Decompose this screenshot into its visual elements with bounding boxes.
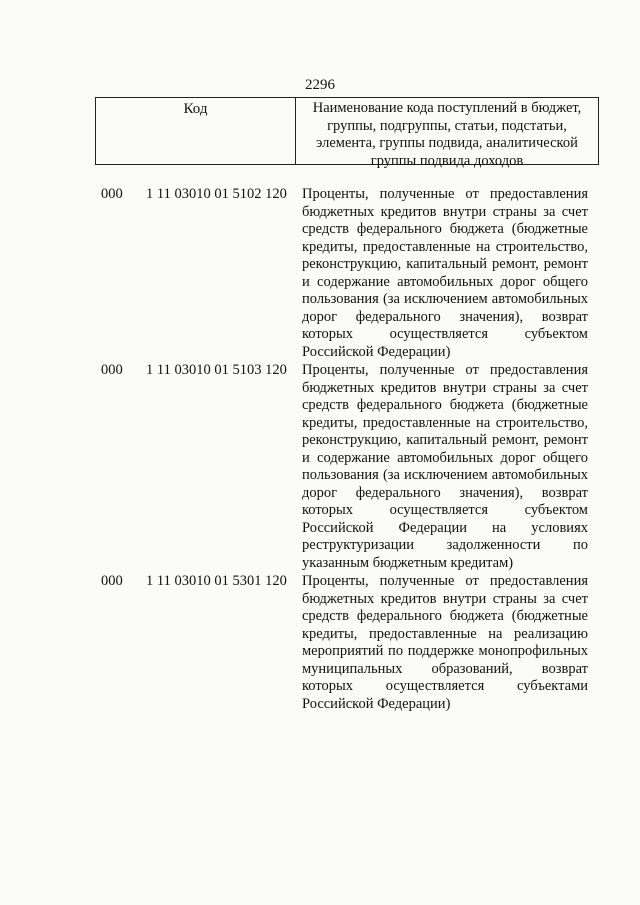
code-rows xyxy=(0,186,640,713)
code-description: Проценты, полученные от предоставления бюджетных кредитов внутри страны за счет средств федерального бюджета (бюджетные кредиты, предоставленные на строительство, реконструкцию, капитальный ремонт, ремонт и содержание автомобильных дорог общего пользования (за исключением автомобильных дорог федерального значения), возврат которых осуществляется субъектом Российской Федерации) xyxy=(302,186,588,360)
header-table xyxy=(95,97,599,169)
code-description: Проценты, полученные от предоставления бюджетных кредитов внутри страны за счет средств федерального бюджета (бюджетные кредиты, предоставленные на реализацию мероприятий по поддержке монопрофильных муниципальных образований, возврат которых осуществляется субъектами Российской Федерации) xyxy=(302,573,588,712)
table-row xyxy=(0,573,640,713)
header-name-cell: Наименование кода поступлений в бюджет, группы, подгруппы, статьи, подстатьи, элемента, группы подвида, аналитической группы подвида доходов xyxy=(312,100,582,169)
budget-code: 1 11 03010 01 5103 120 xyxy=(146,362,287,378)
admin-code: 000 xyxy=(101,362,123,378)
budget-code: 1 11 03010 01 5301 120 xyxy=(146,573,287,589)
table-row xyxy=(0,362,640,572)
admin-code: 000 xyxy=(101,573,123,589)
table-row xyxy=(0,186,640,361)
page-number: 2296 xyxy=(305,77,335,93)
admin-code: 000 xyxy=(101,186,123,202)
code-description: Проценты, полученные от предоставления бюджетных кредитов внутри страны за счет средств федерального бюджета (бюджетные кредиты, предоставленные на строительство, реконструкцию, капитальный ремонт, ремонт и содержание автомобильных дорог общего пользования (за исключением автомобильных дорог федерального значения), возврат которых осуществляется субъектом Российской Федерации на условиях реструктуризации задолженности по указанным бюджетным кредитам) xyxy=(302,362,588,571)
header-code-cell: Код xyxy=(96,98,296,164)
budget-code: 1 11 03010 01 5102 120 xyxy=(146,186,287,202)
